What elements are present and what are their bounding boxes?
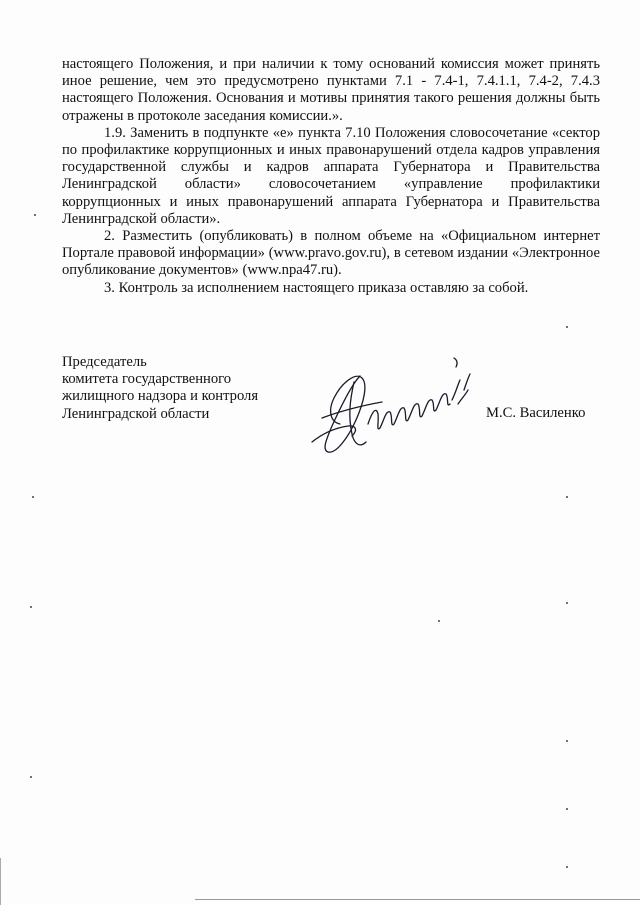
signer-title-line: Ленинградской области bbox=[62, 405, 210, 422]
document-body bbox=[62, 56, 600, 297]
scan-edge bbox=[0, 858, 1, 905]
signer-title bbox=[62, 354, 302, 423]
scan-speck bbox=[32, 496, 34, 498]
scan-edge bbox=[195, 899, 640, 900]
signer-name: М.С. Василенко bbox=[486, 405, 586, 421]
scan-speck bbox=[30, 776, 32, 778]
scan-speck bbox=[566, 496, 568, 498]
scan-speck bbox=[30, 606, 32, 608]
scan-speck bbox=[566, 740, 568, 742]
paragraph-1-9: 1.9. Заменить в подпункте «е» пункта 7.10 Положения словосочетание «сектор по профилактике коррупционных и иных правонарушений отдела кадров управления государственной службы и кадров аппарата Губернатора и Правительства Ленинградской области» словосочетанием «управление профилактики коррупционных и иных правонарушений аппарата Губернатора и Правительства Ленинградской области». bbox=[62, 124, 600, 227]
scan-speck bbox=[34, 214, 36, 216]
handwritten-signature bbox=[282, 354, 482, 464]
signer-title-line: жилищного надзора и контроля bbox=[62, 388, 259, 405]
scan-speck bbox=[566, 602, 568, 604]
paragraph-3: 3. Контроль за исполнением настоящего приказа оставляю за собой. bbox=[104, 279, 529, 296]
signer-title-line: комитета государственного bbox=[62, 371, 232, 388]
scan-speck bbox=[566, 866, 568, 868]
scan-speck bbox=[566, 326, 568, 328]
paragraph-2: 2. Разместить (опубликовать) в полном объеме на «Официальном интернет Портале правовой информации» (www.pravo.gov.ru), в сетевом издании «Электронное опубликование документов» (www.npa47.ru). bbox=[62, 228, 600, 279]
signer-title-line: Председатель bbox=[62, 354, 147, 370]
scan-speck bbox=[566, 808, 568, 810]
signature-block bbox=[62, 354, 600, 464]
paragraph-continuation: настоящего Положения, и при наличии к тому оснований комиссия может принять иное решение, чем это предусмотрено пунктами 7.1 - 7.4-1, 7.4.1.1, 7.4-2, 7.4.3 настоящего Положения. Основания и мотивы принятия такого решения должны быть отражены в протоколе заседания комиссии.». bbox=[62, 56, 600, 124]
scan-speck bbox=[438, 620, 440, 622]
